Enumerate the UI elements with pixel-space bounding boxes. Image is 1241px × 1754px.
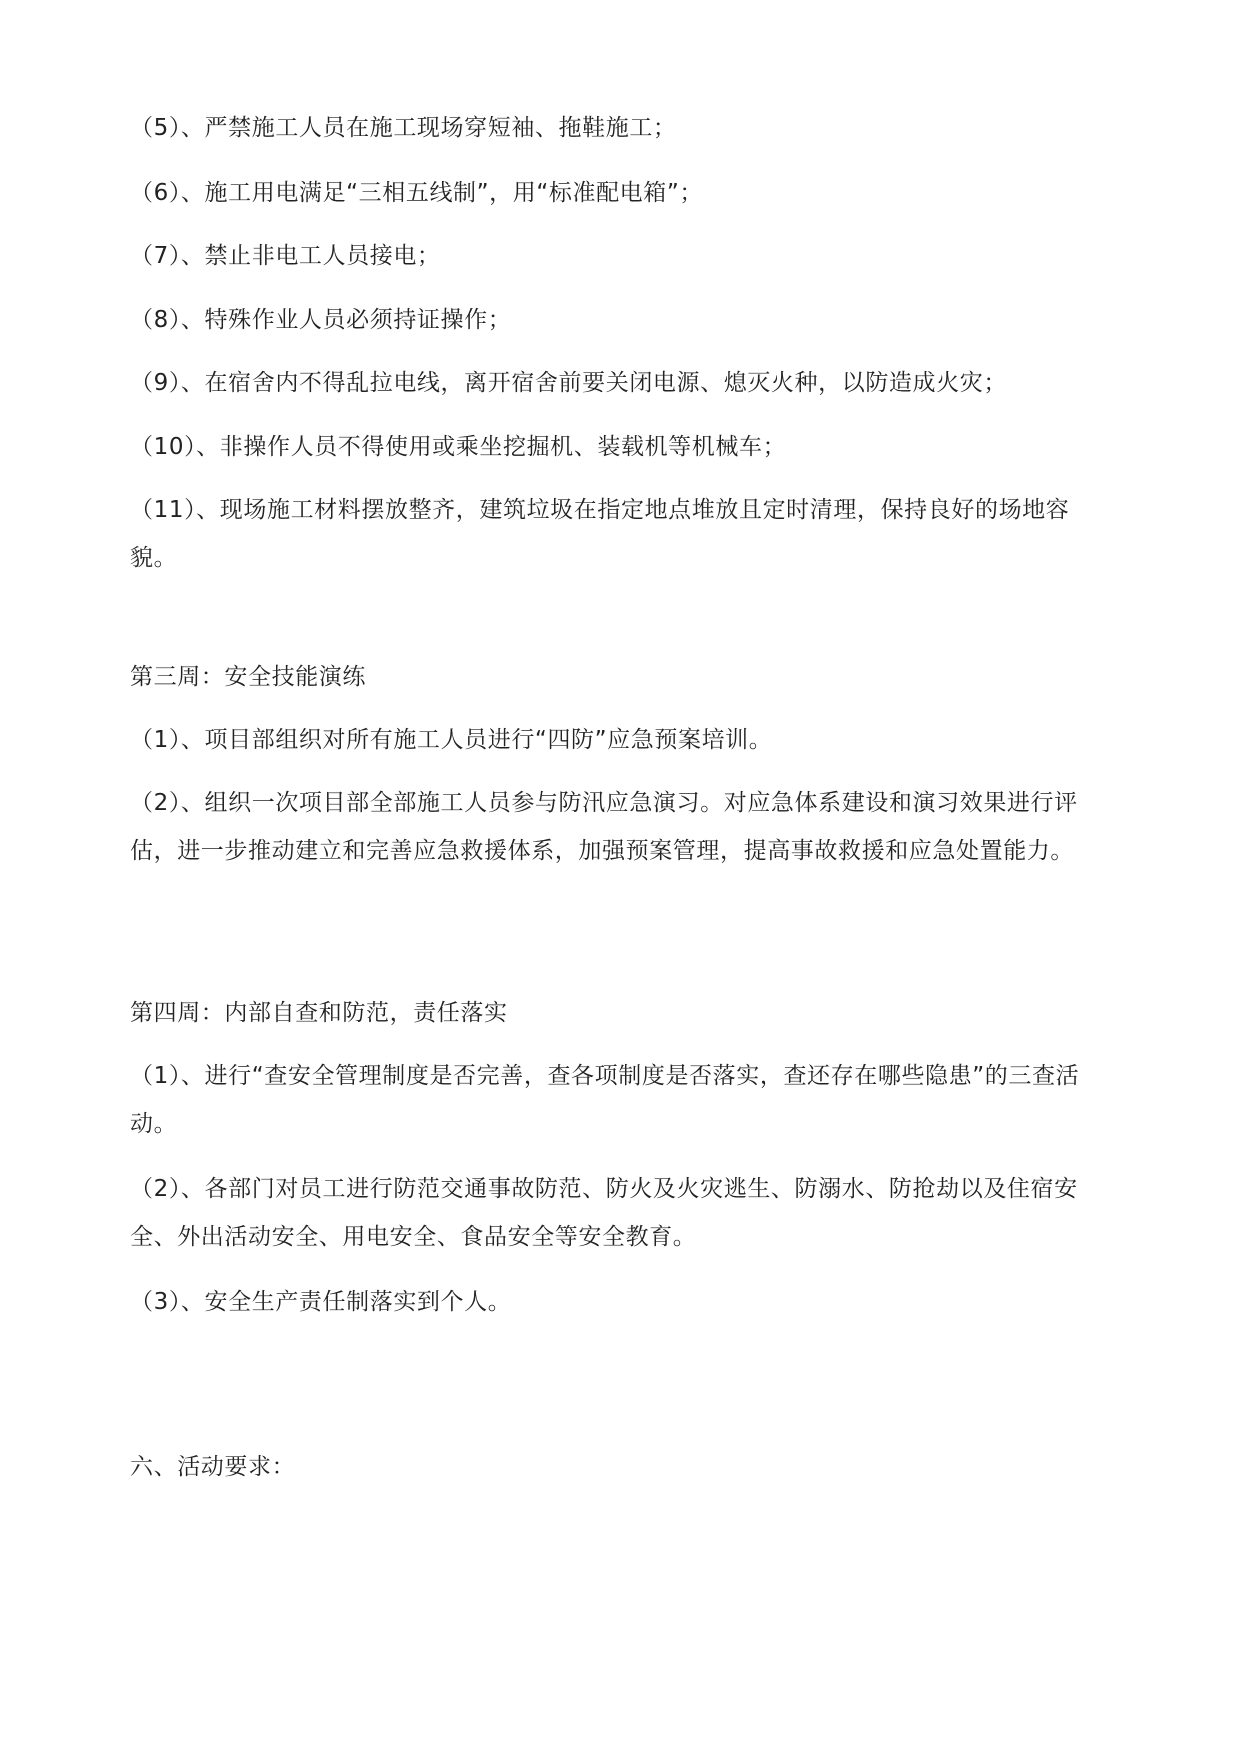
list-item: （1）、进行“查安全管理制度是否完善，查各项制度是否落实，查还存在哪些隐患”的三查活动。	[130, 1063, 1080, 1137]
list-item: （1）、项目部组织对所有施工人员进行“四防”应急预案培训。	[130, 727, 773, 753]
list-item: （8）、特殊作业人员必须持证操作；	[130, 307, 512, 333]
list-item: （10）、非操作人员不得使用或乘坐挖掘机、装载机等机械车；	[130, 434, 787, 460]
list-item: （2）、各部门对员工进行防范交通事故防范、防火及火灾逃生、防溺水、防抢劫以及住宿安全、外出活动安全、用电安全、食品安全等安全教育。	[130, 1176, 1078, 1250]
list-item: （6）、施工用电满足“三相五线制”，用“标准配电箱”；	[130, 180, 703, 206]
week4-heading: 第四周：内部自查和防范，责任落实	[130, 1000, 508, 1026]
list-item: （9）、在宿舍内不得乱拉电线，离开宿舍前要关闭电源、熄灭火种，以防造成火灾；	[130, 370, 1007, 396]
list-item: （3）、安全生产责任制落实到个人。	[130, 1289, 512, 1315]
section-heading: 六、活动要求：	[130, 1454, 296, 1480]
list-item: （5）、严禁施工人员在施工现场穿短袖、拖鞋施工；	[130, 115, 677, 141]
list-item: （11）、现场施工材料摆放整齐，建筑垃圾在指定地点堆放且定时清理，保持良好的场地容貌。	[130, 497, 1070, 571]
week3-heading: 第三周：安全技能演练	[130, 664, 366, 690]
list-item: （7）、禁止非电工人员接电；	[130, 243, 441, 269]
list-item: （2）、组织一次项目部全部施工人员参与防汛应急演习。对应急体系建设和演习效果进行评估，进一步推动建立和完善应急救援体系，加强预案管理，提高事故救援和应急处置能力。	[130, 790, 1078, 864]
